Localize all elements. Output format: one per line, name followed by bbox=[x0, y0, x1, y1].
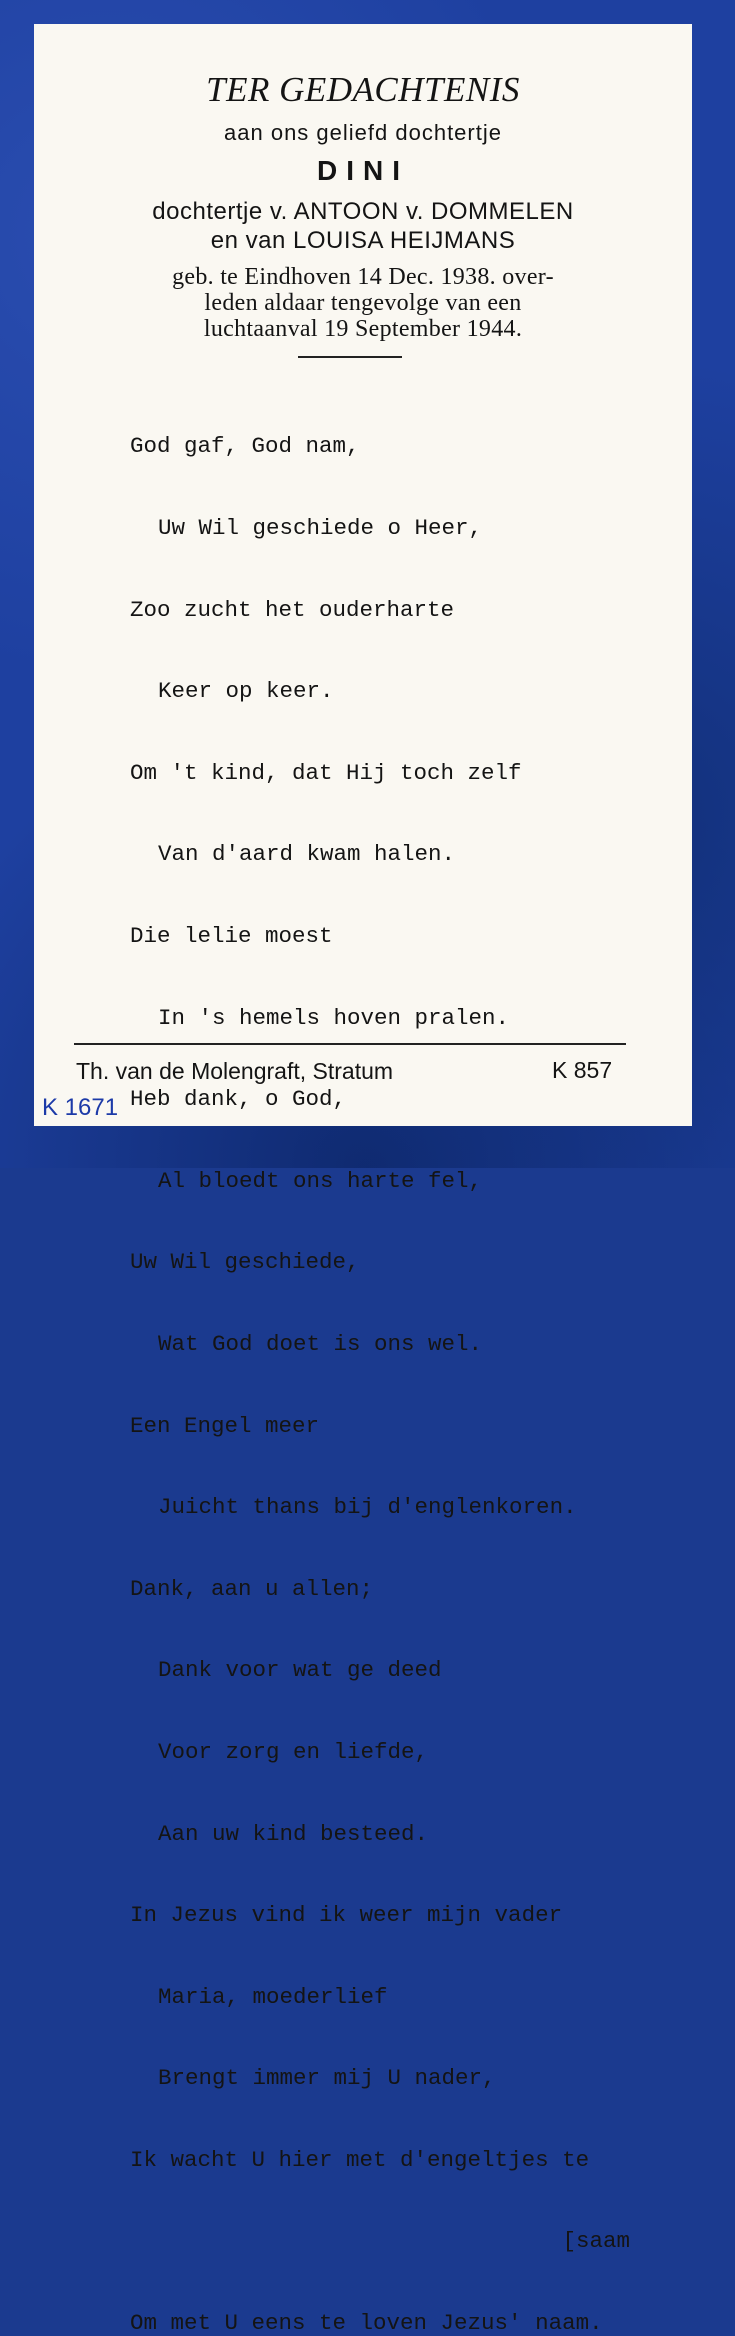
poem-line: Om 't kind, dat Hij toch zelf bbox=[130, 759, 522, 786]
poem-line: Een Engel meer bbox=[130, 1412, 320, 1439]
poem-line: Zoo zucht het ouderharte bbox=[130, 596, 455, 623]
poem-line: Al bloedt ons harte fel, bbox=[158, 1167, 483, 1194]
poem-line: Van d'aard kwam halen. bbox=[158, 841, 456, 868]
poem bbox=[130, 379, 630, 2336]
divider-bottom bbox=[74, 1043, 626, 1045]
birth-death-line-3: luchtaanval 19 September 1944. bbox=[203, 316, 523, 342]
birth-death-line-2: leden aldaar tengevolge van een bbox=[204, 290, 522, 316]
poem-line: Dank, aan u allen; bbox=[130, 1575, 374, 1602]
card-subtitle: aan ons geliefd dochtertje bbox=[224, 120, 502, 145]
poem-line: Heb dank, o God, bbox=[130, 1086, 347, 1113]
poem-line: Uw Wil geschiede, bbox=[130, 1249, 360, 1276]
deceased-name: DINI bbox=[317, 155, 409, 186]
poem-line: God gaf, God nam, bbox=[130, 433, 360, 460]
card-title: TER GEDACHTENIS bbox=[206, 70, 520, 109]
poem-line: Wat God doet is ons wel. bbox=[158, 1330, 483, 1357]
poem-line: Keer op keer. bbox=[158, 678, 334, 705]
parents-line-father: dochtertje v. ANTOON v. DOMMELEN bbox=[152, 198, 574, 225]
poem-line: In Jezus vind ik weer mijn vader bbox=[130, 1902, 563, 1929]
print-code: K 857 bbox=[552, 1057, 613, 1083]
poem-line: Aan uw kind besteed. bbox=[158, 1820, 429, 1847]
poem-line: Om met U eens te loven Jezus' naam. bbox=[130, 2310, 603, 2336]
poem-line: Uw Wil geschiede o Heer, bbox=[158, 515, 483, 541]
divider-top bbox=[298, 356, 402, 358]
poem-line: In 's hemels hoven pralen. bbox=[158, 1004, 510, 1031]
poem-line: Ik wacht U hier met d'engeltjes te bbox=[130, 2146, 590, 2173]
poem-line: Voor zorg en liefde, bbox=[158, 1738, 429, 1765]
poem-line: Brengt immer mij U nader, bbox=[158, 2065, 496, 2092]
parents-line-mother: en van LOUISA HEIJMANS bbox=[210, 227, 516, 254]
poem-line: Die lelie moest bbox=[130, 922, 333, 949]
memorial-card bbox=[34, 24, 692, 2336]
poem-line: Maria, moederlief bbox=[158, 1983, 388, 2010]
poem-line: Dank voor wat ge deed bbox=[158, 1657, 442, 1684]
birth-death-line-1: geb. te Eindhoven 14 Dec. 1938. over- bbox=[172, 264, 554, 290]
poem-line: [saam bbox=[562, 2228, 630, 2255]
archive-stamp: K 1671 bbox=[42, 1094, 119, 1121]
printer-credit: Th. van de Molengraft, Stratum bbox=[76, 1058, 394, 1084]
poem-line: Juicht thans bij d'englenkoren. bbox=[158, 1494, 577, 1521]
